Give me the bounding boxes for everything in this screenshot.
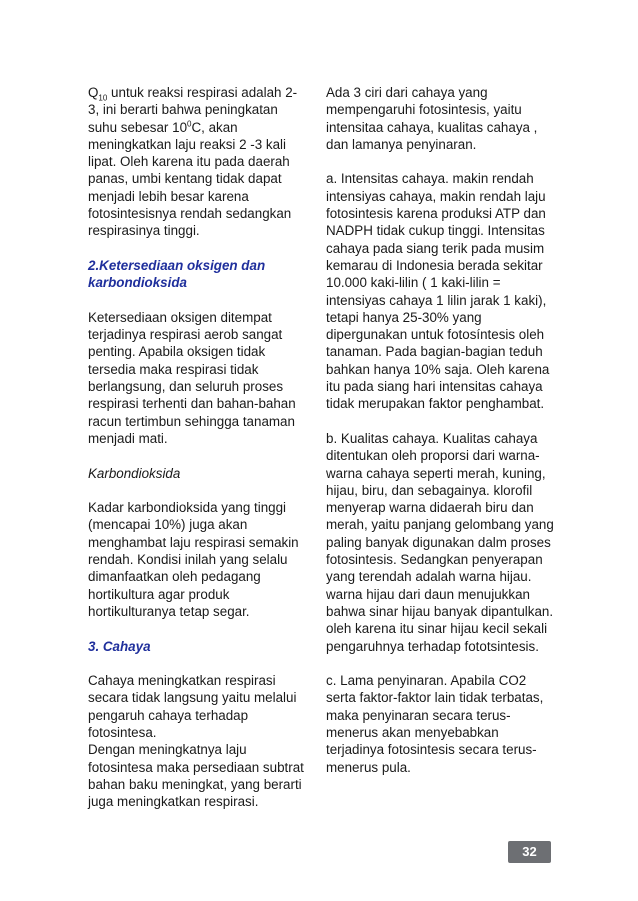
heading-oxygen-co2: 2.Ketersediaan oksigen dan karbondioksida	[88, 257, 266, 291]
right-column	[326, 84, 554, 776]
light-intro-paragraph: Ada 3 ciri dari cahaya yang mempengaruhi fotosintesis, yaitu intensitaa cahaya, kualitas cahaya , dan lamanya penyinaran.	[326, 85, 538, 152]
page-number: 32	[508, 841, 551, 863]
subheading-co2: Karbondioksida	[88, 465, 181, 481]
light-paragraph-2: Dengan meningkatnya laju fotosintesa maka persediaan subtrat bahan baku meningkat, yang berarti juga meningkatkan respirasi.	[88, 742, 304, 810]
left-column	[88, 84, 308, 810]
oxygen-paragraph: Ketersediaan oksigen ditempat terjadinya respirasi aerob sangat penting. Apabila oksigen tidak tersedia maka respirasi tidak berlangsung, dan seluruh proses respirasi terhenti dan bahan-bahan racun tertimbun sehingga tanaman menjadi mati.	[88, 309, 296, 446]
heading-light: 3. Cahaya	[88, 638, 151, 654]
light-intensity-paragraph: a. Intensitas cahaya. makin rendah intensiyas cahaya, makin rendah laju fotosintesis karena produksi ATP dan NADPH tidak cukup tinggi. Intensitas cahaya pada siang terik pada musim kemarau di Indonesia berada sekitar 10.000 kaki-lilin ( 1 kaki-lilin = intensiyas cahaya 1 lilin jarak 1 kaki), tetapi hanya 25-30% yang dipergunakan untuk fotosíntesis oleh tanaman. Pada bagian-bagian teduh bahkan hanya 10% saja. Oleh karena itu pada siang hari intensitas cahaya tidak merupakan faktor penghambat.	[326, 171, 550, 412]
co2-paragraph: Kadar karbondioksida yang tinggi (mencapai 10%) juga akan menghambat laju respirasi semakin rendah. Kondisi inilah yang selalu dimanfaatkan oleh pedagang hortikultura agar produk hortikulturanya tetap segar.	[88, 500, 299, 619]
light-paragraph-1: Cahaya meningkatkan respirasi secara tidak langsung yaitu melalui pengaruh cahaya terhadap fotosintesa.	[88, 673, 297, 740]
light-duration-paragraph: c. Lama penyinaran. Apabila CO2 serta faktor-faktor lain tidak terbatas, maka penyinaran secara terus-menerus akan menyebabkan terjadinya fotosintesis secara terus-menerus pula.	[326, 673, 544, 775]
q10-paragraph: $Q_{10}$ untuk reaksi respirasi adalah 2-3, ini berarti bahwa peningkatan suhu sebesar $10^0C$, akan meningkatkan laju reaksi 2 -3 kali lipat. Oleh karena itu pada daerah panas, umbi kentang tidak dapat menjadi lebih besar karena fotosintesisnya rendah sedangkan respirasinya tinggi.	[88, 85, 298, 239]
light-quality-paragraph: b. Kualitas cahaya. Kualitas cahaya ditentukan oleh proporsi dari warna-warna cahaya seperti merah, kuning, hijau, biru, dan sebagainya. klorofil menyerap warna didaerah biru dan merah, yaitu panjang gelombang yang paling banyak digunakan dalm proses fotosintesis. Sedangkan penyerapan yang terendah adalah warna hijau. warna hijau dari daun menujukkan bahwa sinar hijau banyak dipantulkan. oleh karena itu sinar hijau kecil sekali pengaruhnya terhadap fototsintesis.	[326, 430, 554, 654]
